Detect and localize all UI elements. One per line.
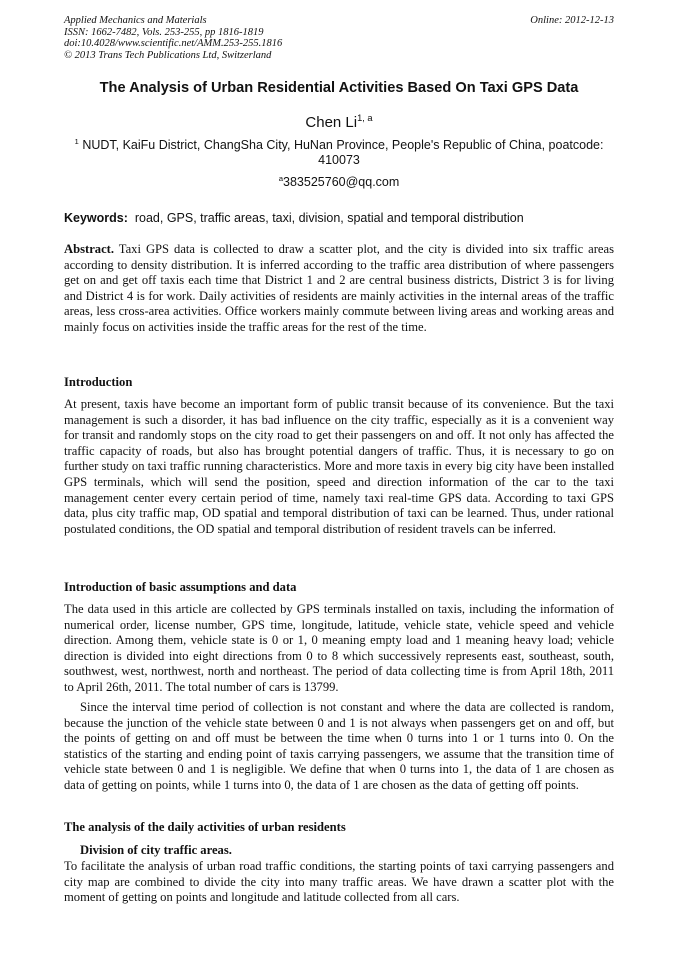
keywords-text: road, GPS, traffic areas, taxi, division, spatial and temporal distribution bbox=[134, 211, 524, 225]
paper-title: The Analysis of Urban Residential Activities Based On Taxi GPS Data bbox=[99, 80, 579, 96]
analysis-subheading-text: Division of city traffic areas bbox=[80, 843, 229, 857]
keywords bbox=[64, 211, 624, 225]
journal-name: Applied Mechanics and Materials bbox=[64, 15, 207, 26]
assumptions-heading: Introduction of basic assumptions and data bbox=[64, 580, 297, 594]
affiliation-text: NUDT, KaiFu District, ChangSha City, HuNan Province, People's Republic of China, poatcode: 410073 bbox=[82, 138, 604, 167]
abstract bbox=[64, 242, 614, 336]
email-sup: a bbox=[278, 173, 284, 183]
author-line bbox=[40, 114, 638, 131]
email-line bbox=[64, 175, 614, 189]
affiliation bbox=[64, 138, 614, 168]
analysis-heading: The analysis of the daily activities of urban residents bbox=[64, 820, 346, 834]
journal-header bbox=[64, 15, 614, 61]
copyright-line: © 2013 Trans Tech Publications Ltd, Switzerland bbox=[64, 49, 272, 61]
abstract-label: Abstract. bbox=[64, 242, 115, 256]
author-name: Chen Li bbox=[305, 114, 358, 131]
assumptions-paragraph-1: The data used in this article are collected by GPS terminals installed on taxis, including the information of numerical order, license number, GPS time, longitude, latitude, vehicle state, vehicle speed and vehicle direction. Among them, vehicle state is 0 or 1, 0 meaning empty load and 1 meaning heavy load; vehicle direction is divided into eight directions from 0 to 8 which successively represents east, southeast, south, southwest, west, northwest, north and northeast. The period of data collecting time is from April 18th, 2011 to April 26th, 2011. The total number of cars is 13799. bbox=[64, 602, 614, 694]
author-sup: 1, a bbox=[357, 113, 373, 123]
doi-line: doi:10.4028/www.scientific.net/AMM.253-255.1816 bbox=[64, 38, 283, 50]
analysis-subheading: Division of city traffic areas. bbox=[80, 843, 232, 857]
analysis-text: To facilitate the analysis of urban road traffic conditions, the starting points of taxi carrying passengers and city map are combined to divide the city into many traffic areas. We have drawn a scatter plot with the moment of getting on points and longitude and latitude collected from all cars. bbox=[64, 859, 614, 905]
assumptions-paragraph-2: Since the interval time period of collection is not constant and where the data are collected is random, because the junction of the vehicle state between 0 and 1 is not always when passengers get on and off, but the points of getting on and off must be between the time when 0 turns into 1 or 1 turns into 0. On the statistics of the starting and ending point of taxis carrying passengers, we assume that the transition time of vehicle state between 0 and 1 is negligible. We define that when 0 turns into 1, the data of 1 are chosen as data of getting on points, while 1 turns into 0, the data of 1 are chosen as the data of getting off points. bbox=[64, 700, 614, 792]
email-address[interactable]: 383525760@qq.com bbox=[283, 175, 400, 189]
issn-line: ISSN: 1662-7482, Vols. 253-255, pp 1816-1819 bbox=[64, 26, 264, 38]
keywords-label: Keywords: bbox=[64, 211, 128, 225]
introduction-heading: Introduction bbox=[64, 375, 133, 389]
affiliation-sup: 1 bbox=[74, 136, 79, 146]
introduction-text: At present, taxis have become an important form of public transit because of its convenience. But the taxi management is such a disorder, it has bad influence on the city traffic, especially as it is a convenient way for transit and randomly stops on the city road to get their passengers on and off. It not only has affected the traffic capacity of roads, but also has brought potential dangers of traffic. Thus, it is necessary to go on further study on taxi traffic running characteristics. More and more taxis in every big city have been installed GPS terminals, which will send the position, speed and direction information of the car to the taxi management center every certain period of time, namely taxi real-time GPS data. According to taxi GPS data, plus city traffic map, OD spatial and temporal distribution of taxi can be learned. Thus, under rational postulated conditions, the OD spatial and temporal distribution of resident travels can be inferred. bbox=[64, 397, 614, 536]
abstract-text: Taxi GPS data is collected to draw a scatter plot, and the city is divided into six traffic areas according to density distribution. It is inferred according to the traffic area distribution of where passengers get on and get off taxis each time that District 1 and 2 are central business districts, District 3 is for living and District 4 is for work. Daily activities of residents are mainly activities in the internal areas of the traffic areas, less cross-area activities. Office workers mainly commute between living areas and working areas and mainly focus on activities inside the traffic areas for the rest of the time. bbox=[64, 242, 615, 334]
online-date: Online: 2012-12-13 bbox=[530, 15, 614, 26]
